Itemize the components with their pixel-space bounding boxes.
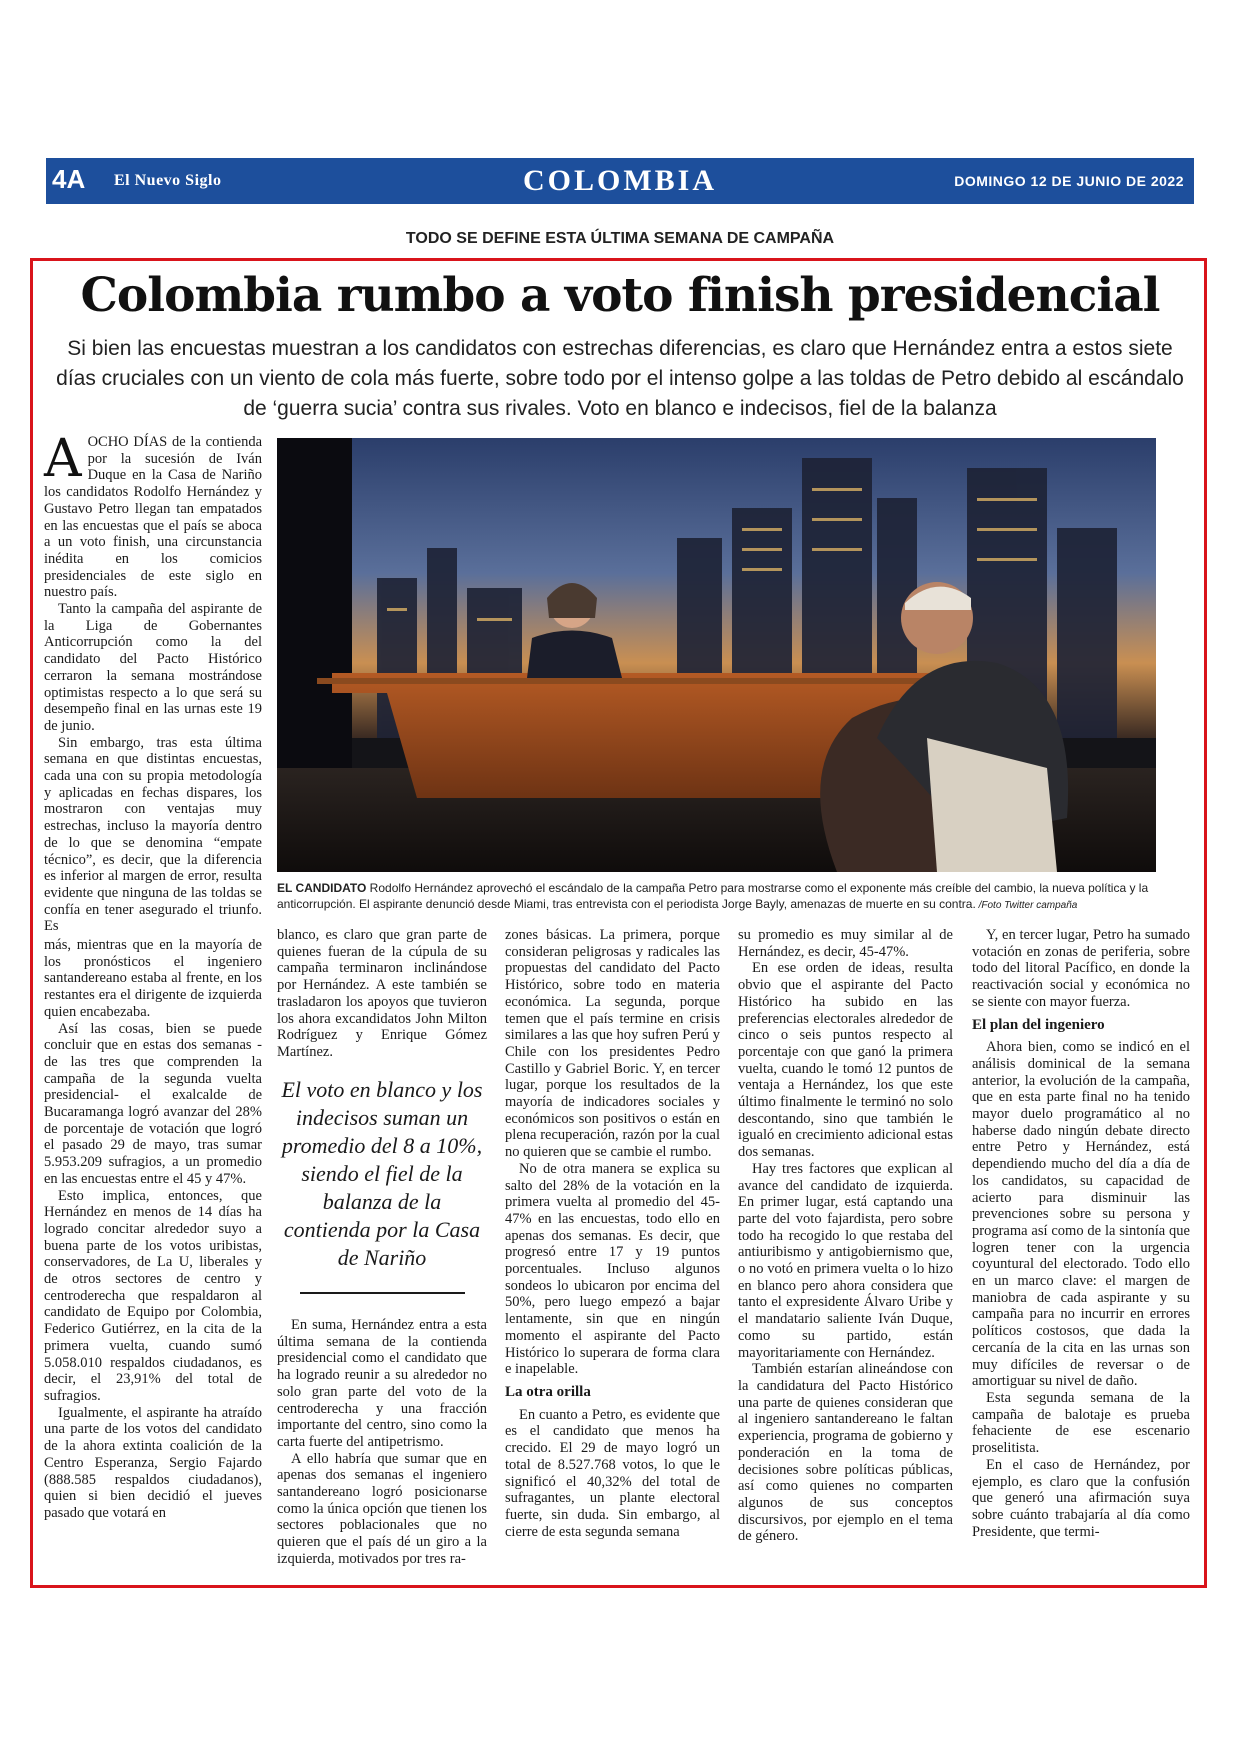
headline: Colombia rumbo a voto finish presidencial	[80, 268, 1160, 323]
paragraph: A ello habría que sumar que en apenas dos semanas el ingeniero santandereano logró posicionarse como la única opción que tienen los sectores poblacionales que no quieren que el país dé un giro a la izquierda, motivados por tres ra-	[277, 1450, 487, 1567]
paragraph: más, mientras que en la mayoría de los pronósticos el ingeniero santandereano estaba al frente, en los restantes era el dirigente de izquierda quien encabezaba.	[44, 937, 262, 1020]
pull-quote: El voto en blanco y los indecisos suman un promedio del 8 a 10%, siendo el fiel de la balanza de la contienda por la Casa de Nariño	[281, 1077, 483, 1270]
page-number: 4A	[52, 164, 86, 194]
paragraph: También estarían alineándose con la candidatura del Pacto Histórico una parte de quienes consideran que al ingeniero santandereano le faltan experiencia, programa de gobierno y ponderación en la toma de decisiones sobre políticas públicas, así como quienes no comparten algunos de sus conceptos discursivos, por ejemplo en el tema de género.	[738, 1361, 953, 1545]
paragraph: Y, en tercer lugar, Petro ha sumado votación en zonas de periferia, sobre todo del litoral Pacífico, en donde la reactivación social y económica no se siente con mayor fuerza.	[972, 927, 1190, 1010]
article-column-1-bottom	[44, 937, 262, 1522]
paragraph: zones básicas. La primera, porque consideran peligrosas y radicales las propuestas del candidato del Pacto Histórico, sobre todo en materia económica. La segunda, porque temen que el país termine en crisis similares a las que hoy sufren Perú y Chile con los presidentes Pedro Castillo y Gabriel Boric. Y, en tercer lugar, porque los resultados de la mayoría de indicadores sociales y económicos son positivos o están en plena recuperación, razón por la cual no quieren que se cambie el rumbo.	[505, 927, 720, 1161]
paragraph: Esta segunda semana de la campaña de balotaje es prueba fehaciente de ese escenario proselitista.	[972, 1389, 1190, 1457]
paragraph: Así las cosas, bien se puede concluir que en estas dos semanas -de las tres que comprenden la campaña de la segunda vuelta presidencial- el exalcalde de Bucaramanga logró avanzar del 28% de porcentaje de votación que logró el pasado 29 de mayo, tras sumar 5.953.209 sufragios, a un promedio en las encuestas entre el 45 y 47%.	[44, 1020, 262, 1187]
photo-illustration	[277, 438, 1156, 872]
photo-caption	[277, 880, 1167, 914]
article-column-2-bottom	[277, 1317, 487, 1568]
publication-date: DOMINGO 12 DE JUNIO DE 2022	[954, 173, 1184, 189]
lead-text: de la contienda por la sucesión de Iván Duque en la Casa de Nariño los candidatos Rodolfo Hernández y Gustavo Petro llegan tan empatados en las encuestas que el país se aboca a un voto finish, una circunstancia inédita en los comicios presidenciales de este siglo en nuestro país.	[44, 434, 262, 601]
section-title: COLOMBIA	[522, 164, 717, 197]
article-column-2-top	[277, 927, 487, 1061]
lead-in: OCHO DÍAS	[87, 434, 168, 450]
paragraph: Hay tres factores que explican al avance del candidato de izquierda. En primer lugar, está captando una parte del voto fajardista, pero sobre todo ha recogido lo que restaba del antiuribismo y antigobiernismo que, o no votó en primera vuelta o lo hizo en blanco pero ahora considera que tanto el expresidente Álvaro Uribe y el mandatario saliente Iván Duque, como su partido, están mayoritariamente con Hernández.	[738, 1160, 953, 1361]
interviewer-suit	[527, 631, 622, 679]
article-column-3	[505, 927, 720, 1540]
article-column-5	[972, 927, 1190, 1540]
desk-edge	[317, 678, 1007, 684]
newspaper-name: El Nuevo Siglo	[114, 172, 222, 189]
paragraph: No de otra manera se explica su salto del 28% de la votación en la primera vuelta al promedio del 45-47% en las encuestas, todo ello en apenas dos semanas. Es decir, que progresó entre 17 y 19 puntos porcentuales. Incluso algunos sondeos lo ubicaron por encima del 50%, pero luego empezó a bajar lentamente, sin que en ningún momento el aspirante del Pacto Histórico lo superara de forma clara e inapelable.	[505, 1160, 720, 1378]
paragraph: su promedio es muy similar al de Hernández, es decir, 45-47%.	[738, 927, 953, 960]
paragraph: En el caso de Hernández, por ejemplo, es claro que la confusión que generó una afirmación suya sobre cuánto trabajaría al día como Presidente, que termi-	[972, 1456, 1190, 1540]
paragraph: Igualmente, el aspirante ha atraído una parte de los votos del candidato de la ahora extinta coalición de la Centro Esperanza, Sergio Fajardo (888.585 respaldos ciudadanos), quien si bien decidió el jueves pasado que votará en	[44, 1404, 262, 1521]
paragraph: Esto implica, entonces, que Hernández en menos de 14 días ha logrado concitar alrededor suyo a buena parte de los votos uribistas, conservadores, de La U, liberales y de otros sectores de centro y centroderecha que respaldaron al candidato de Equipo por Colombia, Federico Gutiérrez, en la cita de la primera vuelta, cuando sumó 5.058.010 respaldos ciudadanos, es decir, el 23,91% del total de sufragios.	[44, 1187, 262, 1404]
article-column-4	[738, 927, 953, 1545]
drop-cap: A	[44, 429, 82, 489]
paragraph: Ahora bien, como se indicó en el análisis dominical de la semana anterior, la evolución de la campaña, que en esta parte final no ha tenido mayor duelo programático al no haberse dado ningún debate directo entre Petro y Hernández, está dependiendo mucho del día a día de los candidatos, su capacidad de acierto para disminuir las prevenciones sobre su persona y programa así como de la sintonía que logren tener con la urgencia coyuntural del electorado. Todo ello en un marco clave: el margen de maniobra de cada aspirante y su campaña para no incurrir en errores políticos costosos, que dada la cercanía de la cita en las urnas son muy difíciles de reversar o de amortiguar su nivel de daño.	[972, 1039, 1190, 1390]
caption-credit: /Foto Twitter campaña	[975, 900, 1078, 911]
paragraph: En cuanto a Petro, es evidente que es el candidato que menos ha crecido. El 29 de mayo logró un total de 8.527.768 votos, lo que le significó el 40,32% del total de sufragantes, un plante electoral fuerte, sin duda. Sin embargo, al cierre de esta segunda semana	[505, 1406, 720, 1540]
paragraph: Tanto la campaña del aspirante de la Liga de Gobernantes Anticorrupción como la del candidato del Pacto Histórico cerraron la semana mostrándose optimistas respecto a lo que será su desempeño final en las urnas este 19 de junio.	[44, 601, 262, 734]
paragraph: En suma, Hernández entra a esta última semana de la contienda presidencial como el candidato que ha logrado reunir a su alrededor no solo gran parte del voto de la centroderecha y una fracción importante del centro, sino como la carta fuerte del antipetrismo.	[277, 1317, 487, 1450]
subhead-el-plan-del-ingeniero: El plan del ingeniero	[972, 1016, 1105, 1033]
caption-text: Rodolfo Hernández aprovechó el escándalo de la campaña Petro para mostrarse como el exponente más creíble del cambio, la nueva política y la anticorrupción. El aspirante denunció desde Miami, tras entrevista con el periodista Jorge Bayly, amenazas de muerte en su contra.	[277, 881, 1149, 911]
tv-studio-photo	[277, 438, 1156, 872]
caption-lead: EL CANDIDATO	[277, 881, 367, 895]
subhead-la-otra-orilla: La otra orilla	[505, 1383, 591, 1400]
article-column-1-top	[44, 429, 262, 935]
pull-quote-rule	[300, 1292, 465, 1294]
lead-paragraph	[44, 429, 262, 601]
paragraph: En ese orden de ideas, resulta obvio que el aspirante del Pacto Histórico ha subido en las preferencias electorales alrededor de cinco o seis puntos respecto al porcentaje con que ganó la primera vuelta, cuando le tomó 12 puntos de ventaja a Hernández, los que este último finalmente le terminó no solo descontando, sino que también le igualó en crecimiento adicional estas dos semanas.	[738, 960, 953, 1161]
kicker: TODO SE DEFINE ESTA ÚLTIMA SEMANA DE CAMPAÑA	[405, 230, 835, 247]
paragraph: blanco, es claro que gran parte de quienes fueran de la cúpula de su campaña terminaron inclinándose por Hernández. A este también se trasladaron los apoyos que tuvieron los ahora excandidatos John Milton Rodríguez y Enrique Gómez Martínez.	[277, 927, 487, 1060]
deck: Si bien las encuestas muestran a los candidatos con estrechas diferencias, es claro que Hernández entra a estos siete días cruciales con un viento de cola más fuerte, sobre todo por el intenso golpe a las toldas de Petro debido al escándalo de ‘guerra sucia’ contra sus rivales. Voto en blanco e indecisos, fiel de la balanza	[56, 337, 1184, 420]
masthead-bar	[46, 158, 1194, 204]
paragraph: Sin embargo, tras esta última semana en que distintas encuestas, cada una con su propia metodología y aplicadas en fechas dispares, los mostraron con ventajas muy estrechas, incluso la mayoría dentro de lo que se denomina “empate técnico”, es decir, que la diferencia es inferior al margen de error, resulta evidente que ninguna de las toldas se confía en tener asegurado el triunfo. Es	[44, 734, 262, 935]
